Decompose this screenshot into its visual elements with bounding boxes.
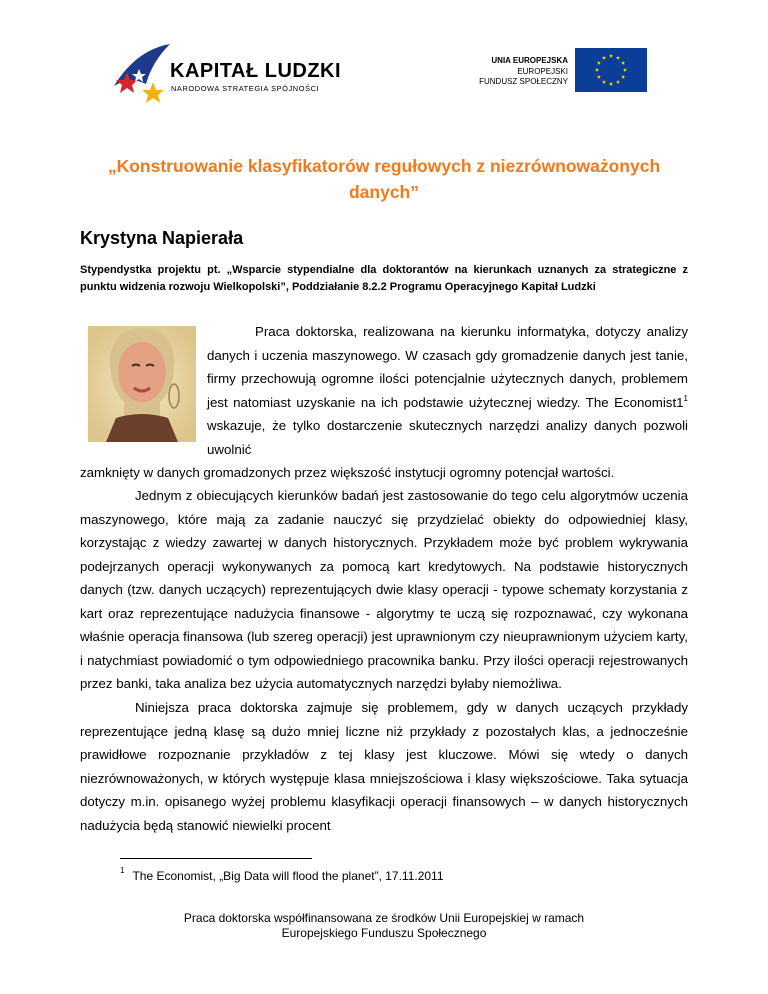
paragraph-intro-text-a: Praca doktorska, realizowana na kierunku informatyka, dotyczy analizy danych i uczenia maszynowego. W czasach gdy gromadzenie danych jest tanie, firmy przechowują ogromne ilości potencjalnie użytecznych danych, problemem jest natomiast uzyskanie na ich podstawie użytecznej wiedzy. The Economist1 xyxy=(207,324,688,410)
grant-info: Stypendystka projektu pt. „Wsparcie stypendialne dla doktorantów na kierunkach uznanych za strategiczne z punktu widzenia rozwoju Wielkopolski”, Poddziałanie 8.2.2 Programu Operacyjnego Kapitał Ludzki xyxy=(80,264,688,293)
footnote xyxy=(120,866,444,883)
kapital-ludzki-subtitle: NARODOWA STRATEGIA SPÓJNOŚCI xyxy=(171,84,320,93)
eu-line-2: EUROPEJSKI xyxy=(517,66,568,76)
footnote-number: 1 xyxy=(120,866,125,875)
kapital-ludzki-title: KAPITAŁ LUDZKI xyxy=(170,60,342,82)
eu-flag-icon xyxy=(575,48,647,92)
footnote-text: The Economist, „Big Data will flood the planet”, 17.11.2011 xyxy=(132,869,444,883)
footnote-divider xyxy=(120,858,312,859)
eu-logo-text xyxy=(448,56,568,88)
paragraph-machine-learning: Jednym z obiecujących kierunków badań jest zastosowanie do tego celu algorytmów uczenia maszynowego, które mają za zadanie nauczyć się przydzielać obiekty do odpowiedniej klasy, korzystając z wiedzy zawartej w danych historycznych. Przykładem może być problem wykrywania podejrzanych operacji wykonywanych za pomocą kart kredytowych. Na podstawie historycznych danych (tzw. danych uczących) reprezentujących dwie klasy operacji - typowe schematy korzystania z kart oraz reprezentujące nadużycia finansowe - algorytmy te uczą się rozpoznawać, czy wykonana właśnie operacja finansowa (lub szereg operacji) jest uprawnionym czy nieuprawnionym użyciem karty, i natychmiast powiadomić o tym odpowiedniego pracownika banku. Przy ilości operacji rejestrowanych przez banki, taka analiza bez użycia automatycznych narzędzi byłaby niemożliwa. xyxy=(80,488,688,691)
eu-line-3: FUNDUSZ SPOŁECZNY xyxy=(479,77,568,86)
paragraph-imbalanced-data: Niniejsza praca doktorska zajmuje się problemem, gdy w danych uczących przykłady reprezentujące jedną klasę są dużo mniej liczne niż przykłady z pozostałych klas, a jednocześnie prawidłowe rozpoznanie przykładów z tej klasy jest kluczowe. Mówi się wtedy o danych niezrównoważonych, w których występuje klasa mniejszościowa i klasy większościowe. Taka sytuacja dotyczy m.in. opisanego wyżej problemu klasyfikacji operacji finansowych – w danych historycznych nadużycia będą stanowić niewielki procent xyxy=(80,700,688,833)
footnote-ref: 1 xyxy=(683,393,688,403)
eu-line-1: UNIA EUROPEJSKA xyxy=(491,56,568,65)
paragraph-intro xyxy=(207,320,688,461)
page-footer xyxy=(80,911,688,941)
author-name: Krystyna Napierała xyxy=(80,228,244,248)
footer-line-2: Europejskiego Funduszu Społecznego xyxy=(281,926,487,940)
kapital-ludzki-emblem-icon xyxy=(106,40,176,112)
paragraph-intro-continuation: zamknięty w danych gromadzonych przez większość instytucji ogromny potencjał wartości. xyxy=(80,465,615,480)
author-photo xyxy=(88,326,196,442)
footer-line-1: Praca doktorska współfinansowana ze środków Unii Europejskiej w ramach xyxy=(183,911,585,925)
document-title: „Konstruowanie klasyfikatorów regułowych z niezrównoważonych danych” xyxy=(107,156,661,202)
paragraph-intro-text-b: wskazuje, że tylko dostarczenie skutecznych narzędzi analizy danych pozwoli uwolnić xyxy=(207,418,688,457)
